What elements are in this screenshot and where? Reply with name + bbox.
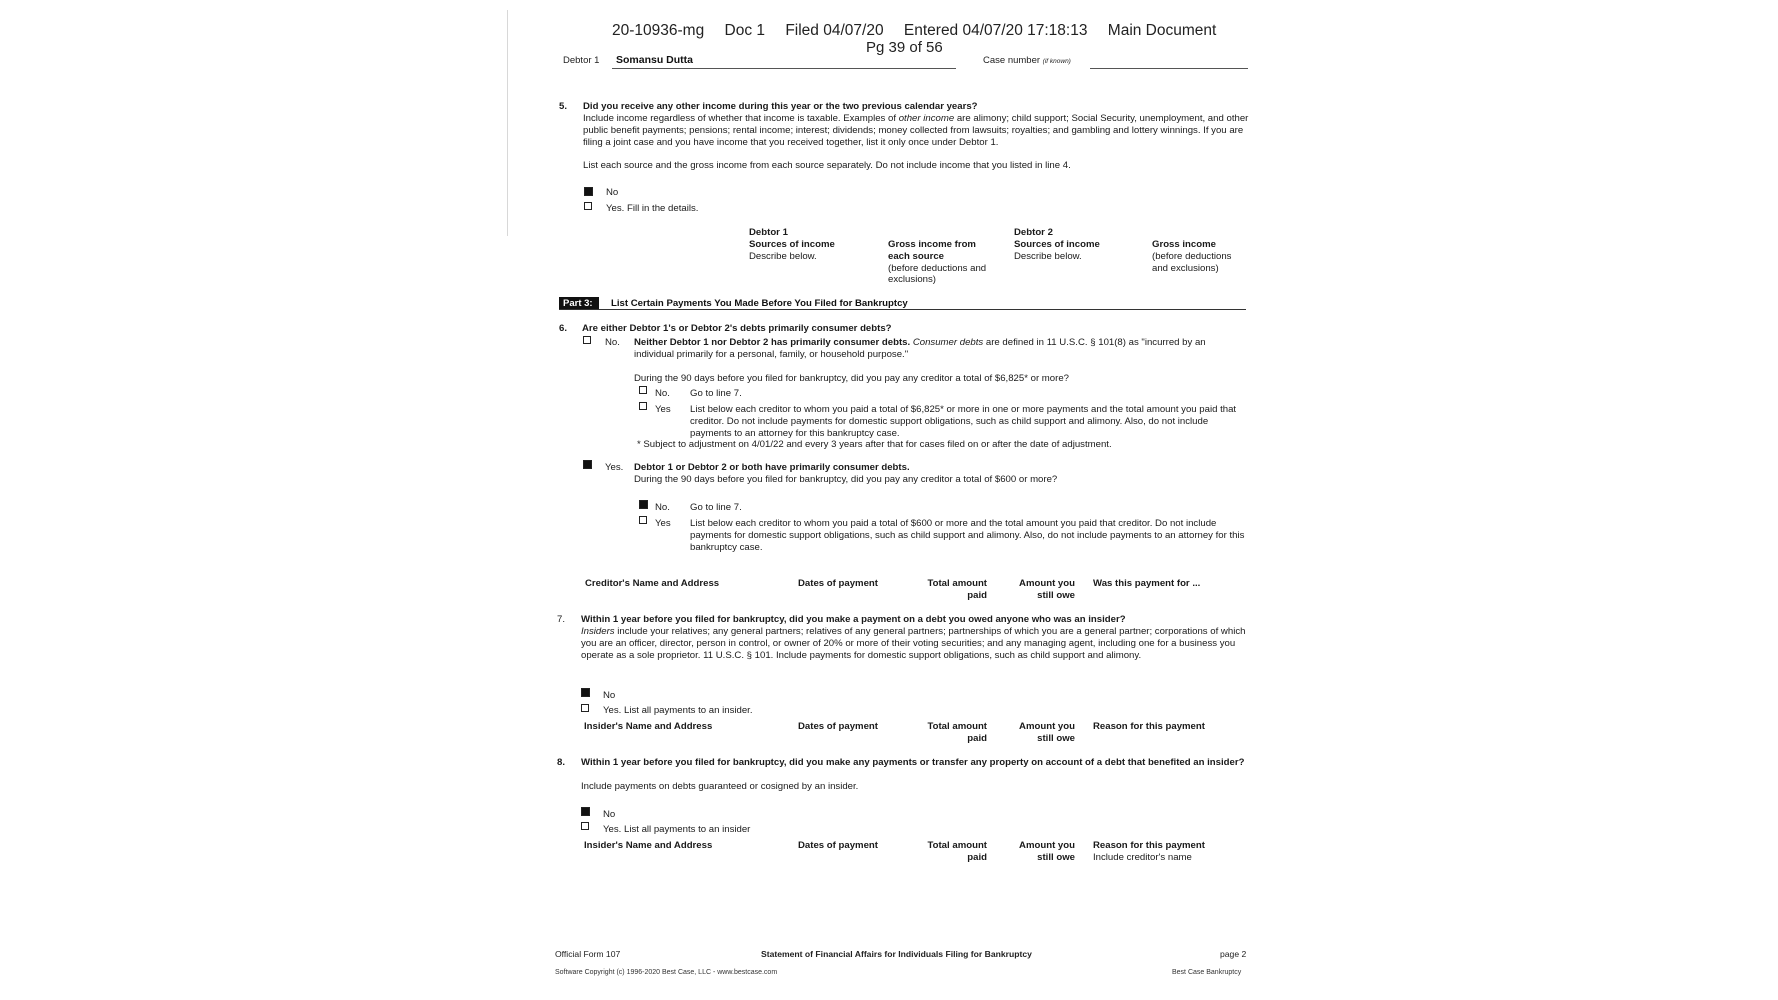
q6-no-checkbox[interactable] [583, 336, 591, 344]
q5-no-checkbox[interactable] [584, 187, 593, 196]
q7-col-dates: Dates of payment [798, 721, 878, 732]
q6-600-goto: Go to line 7. [690, 502, 742, 513]
case-number-underline [1090, 68, 1248, 69]
q6-6825-no-checkbox[interactable] [639, 386, 647, 394]
q5-body [583, 113, 1249, 148]
q7-col-reason: Reason for this payment [1093, 721, 1205, 732]
q5-col3-line2: Sources of income [1014, 238, 1100, 250]
q8-col-total-line1: Total amount [927, 840, 987, 851]
part3-title: List Certain Payments You Made Before You Filed for Bankruptcy [611, 298, 908, 309]
q5-col2-line3: (before deductions and [888, 262, 987, 274]
case-number-text: Case number [983, 55, 1041, 66]
q8-no-label: No [603, 809, 616, 820]
q5-no-label: No [606, 187, 619, 198]
q5-yes-checkbox[interactable] [584, 202, 592, 210]
q7-col-total-line2: paid [967, 732, 987, 744]
q5-col2-line1: Gross income from [888, 239, 976, 250]
q6-col-total-line2: paid [967, 589, 987, 601]
q7-body [581, 626, 1251, 661]
q6-600-yes-text: List below each creditor to whom you paid a total of $600 or more and the total amount you paid that creditor. Do not include payments for domestic support obligations, such as child support and alimony. Also, do not include payments to an attorney for this bankruptcy case. [690, 518, 1245, 553]
case-number-label [983, 55, 1071, 66]
q5-col1-line2: Sources of income [749, 238, 835, 250]
q8-question: Within 1 year before you filed for bankruptcy, did you make any payments or transfer any property on account of a debt that benefited an insider? [581, 757, 1245, 768]
q8-yes-checkbox[interactable] [581, 822, 589, 830]
q5-col-gross2 [1152, 239, 1231, 274]
q7-col-owe-line1: Amount you [1019, 721, 1075, 732]
q5-yes-label: Yes. Fill in the details. [606, 203, 699, 214]
q6-col-owe [985, 578, 1075, 601]
q6-col-total [897, 578, 987, 601]
q6-col-owe-line2: still owe [1037, 589, 1075, 601]
q8-col-owe-line2: still owe [1037, 851, 1075, 863]
q7-number: 7. [557, 614, 566, 625]
q7-col-owe [985, 721, 1075, 744]
footer-page: page 2 [1220, 949, 1247, 959]
q6-number: 6. [559, 323, 568, 334]
q6-col-owe-line1: Amount you [1019, 578, 1075, 589]
footer-copyright: Software Copyright (c) 1996-2020 Best Case, LLC - www.bestcase.com [555, 969, 778, 976]
q8-col-total [897, 840, 987, 863]
q5-col-debtor2 [1014, 227, 1100, 262]
debtor-label: Debtor 1 [563, 55, 600, 66]
q5-question: Did you receive any other income during this year or the two previous calendar years? [583, 101, 978, 112]
q6-during-6825: During the 90 days before you filed for bankruptcy, did you pay any creditor a total of $6,825* or more? [634, 373, 1069, 384]
q6-600-no-label: No. [655, 502, 670, 513]
q6-yes-label: Yes. [605, 462, 624, 473]
q5-col4-line1: Gross income [1152, 239, 1216, 250]
q6-6825-yes-checkbox[interactable] [639, 402, 647, 410]
q5-body-text-b: are alimony; child support; Social Security, unemployment, and other public benefit payments; pensions; rental income; interest; dividends; money collected from lawsuits; royalties; and gambling and lottery winnings. If you are filing a joint case and you have income that you received together, list it only once under Debtor 1. [583, 113, 1249, 148]
q5-col1-line3: Describe below. [749, 250, 817, 262]
q8-col-reason [1093, 840, 1205, 863]
q7-question: Within 1 year before you filed for bankruptcy, did you make a payment on a debt you owed anyone who was an insider? [581, 614, 1126, 625]
q7-no-checkbox[interactable] [581, 688, 590, 697]
q8-no-checkbox[interactable] [581, 807, 590, 816]
q5-col4-line3: and exclusions) [1152, 262, 1219, 274]
q6-yes-checkbox[interactable] [583, 460, 592, 469]
doc-number: Doc 1 [724, 22, 766, 39]
q8-yes-label: Yes. List all payments to an insider [603, 824, 751, 835]
q8-body: Include payments on debts guaranteed or cosigned by an insider. [581, 781, 859, 792]
q8-number: 8. [557, 757, 566, 768]
q5-col4-line2: (before deductions [1152, 250, 1232, 262]
q5-col3-line1: Debtor 2 [1014, 227, 1053, 238]
q5-body-text-a: Include income regardless of whether that income is taxable. Examples of [583, 113, 899, 124]
q6-600-yes-label: Yes [655, 518, 671, 529]
q5-number: 5. [559, 101, 568, 112]
q6-6825-yes-label: Yes [655, 404, 671, 415]
q8-col-reason-line2: Include creditor's name [1093, 851, 1192, 863]
entered-date: Entered 04/07/20 17:18:13 [903, 22, 1088, 39]
q8-col-reason-line1: Reason for this payment [1093, 840, 1205, 851]
q8-col-owe [985, 840, 1075, 863]
q6-col-dates: Dates of payment [798, 578, 878, 589]
q7-col-total [897, 721, 987, 744]
q6-6825-yes-text: List below each creditor to whom you paid a total of $6,825* or more in one or more payments and the total amount you paid that creditor. Do not include payments for domestic support obligations, such as child support and alimony. Also, do not include payments to an attorney for this bankruptcy case. [690, 404, 1237, 439]
q7-col-name: Insider's Name and Address [584, 721, 713, 732]
case-id: 20-10936-mg [612, 22, 705, 39]
q7-body-text: include your relatives; any general partners; relatives of any general partners; partnerships of which you are a general partner; corporations of which you are an officer, director, person in control, or owner of 20% or more of their voting securities; and any managing agent, including one for a business you operate as a sole proprietor. 11 U.S.C. § 101. Include payments for domestic support obligations, such as child support and alimony. [581, 626, 1246, 661]
q6-during-600: During the 90 days before you filed for bankruptcy, did you pay any creditor a total of $600 or more? [634, 474, 1058, 485]
q7-yes-label: Yes. List all payments to an insider. [603, 705, 753, 716]
debtor-name: Somansu Dutta [616, 54, 694, 66]
q5-col2-line2: each source [888, 250, 944, 262]
q6-no-label: No. [605, 337, 620, 348]
left-margin-line [507, 10, 508, 236]
q5-list-each: List each source and the gross income from each source separately. Do not include income that you listed in line 4. [583, 160, 1071, 171]
q5-col-debtor1 [749, 227, 835, 262]
q7-yes-checkbox[interactable] [581, 704, 589, 712]
part3-badge: Part 3: [559, 297, 599, 310]
q6-col-for: Was this payment for ... [1093, 578, 1201, 589]
q6-subject-note: * Subject to adjustment on 4/01/22 and every 3 years after that for cases filed on or after the date of adjustment. [637, 439, 1112, 450]
debtor-underline [612, 68, 956, 69]
q5-col2-line4: exclusions) [888, 274, 936, 286]
q8-col-dates: Dates of payment [798, 840, 878, 851]
filing-header [612, 22, 1216, 40]
q6-no-text [634, 337, 1248, 361]
footer-brand: Best Case Bankruptcy [1172, 969, 1242, 976]
q6-yes-bold: Debtor 1 or Debtor 2 or both have primarily consumer debts. [634, 462, 910, 473]
q8-col-total-line2: paid [967, 851, 987, 863]
q7-body-em: Insiders [581, 626, 615, 637]
q6-no-bold: Neither Debtor 1 nor Debtor 2 has primarily consumer debts. [634, 337, 911, 348]
page-indicator: Pg 39 of 56 [866, 39, 943, 56]
q6-question: Are either Debtor 1's or Debtor 2's debts primarily consumer debts? [582, 323, 892, 334]
q5-col-gross1 [888, 239, 986, 286]
q6-no-rest: are defined in 11 U.S.C. § 101(8) as "incurred by an individual primarily for a personal, family, or household purpose." [634, 337, 1206, 360]
q7-no-label: No [603, 690, 616, 701]
case-number-hint: (if known) [1042, 58, 1071, 65]
q6-no-em: Consumer debts [912, 337, 984, 348]
q6-600-no-checkbox[interactable] [639, 500, 648, 509]
q5-col1-line1: Debtor 1 [749, 227, 788, 238]
main-document-label: Main Document [1107, 22, 1217, 39]
q5-col3-line3: Describe below. [1014, 250, 1082, 262]
q6-600-yes-checkbox[interactable] [639, 516, 647, 524]
q8-col-name: Insider's Name and Address [584, 840, 713, 851]
filed-date: Filed 04/07/20 [785, 22, 884, 39]
q7-col-total-line1: Total amount [927, 721, 987, 732]
q8-col-owe-line1: Amount you [1019, 840, 1075, 851]
footer-form-number: Official Form 107 [555, 949, 621, 959]
q6-6825-goto: Go to line 7. [690, 388, 742, 399]
part3-rule [559, 309, 1246, 310]
q6-col-creditor: Creditor's Name and Address [585, 578, 720, 589]
q7-col-owe-line2: still owe [1037, 732, 1075, 744]
q6-6825-no-label: No. [655, 388, 670, 399]
q5-body-em: other income [898, 113, 955, 124]
q6-col-total-line1: Total amount [927, 578, 987, 589]
footer-title: Statement of Financial Affairs for Individuals Filing for Bankruptcy [761, 949, 1032, 959]
